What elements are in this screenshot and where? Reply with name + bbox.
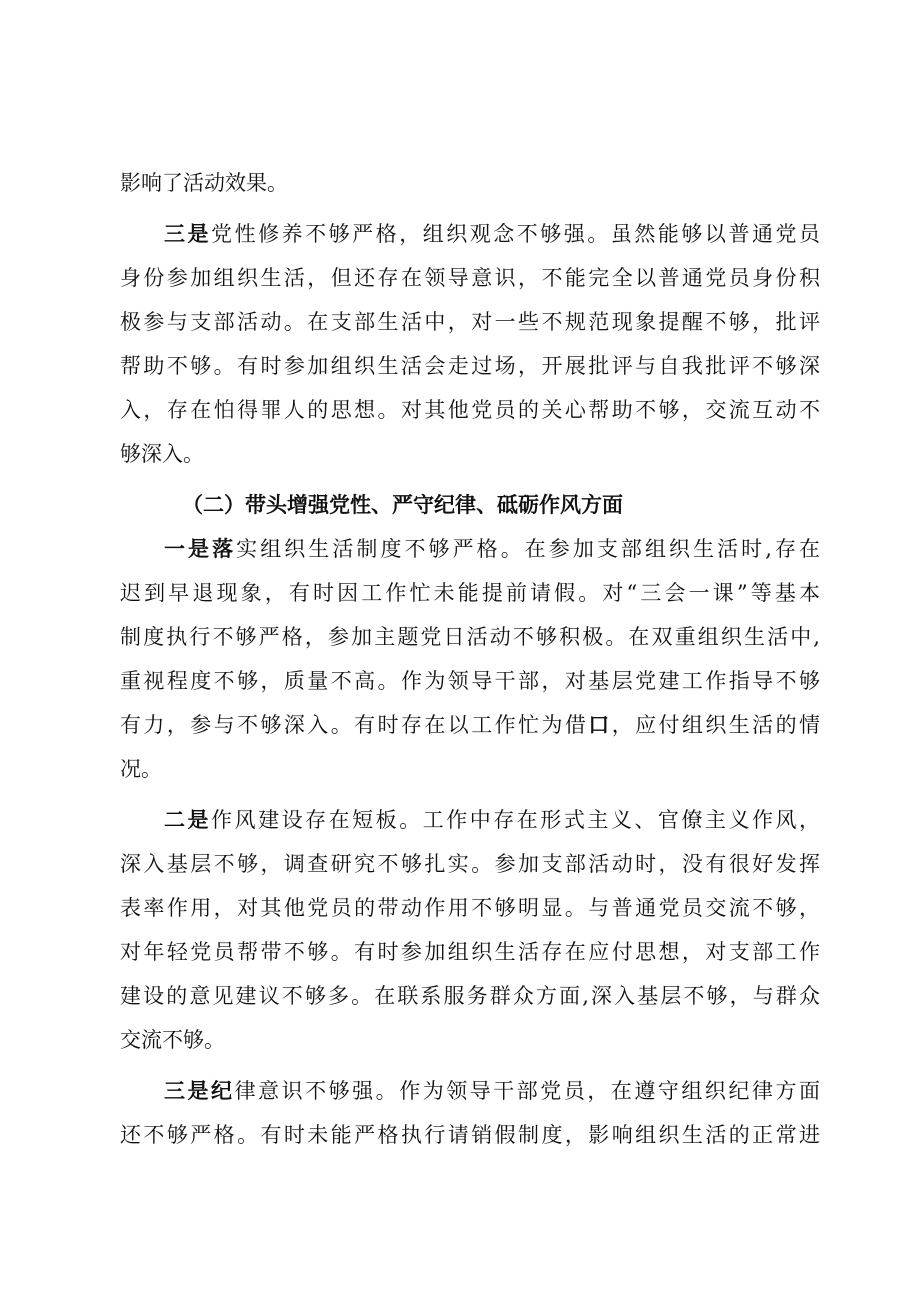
paragraph-lead: 一是落 — [164, 537, 237, 561]
text-segment: ，应付组织生活的情 — [611, 713, 821, 737]
paragraph-continuation — [120, 161, 820, 205]
bold-character: 口 — [588, 713, 612, 737]
text-line: 够深入。 — [120, 442, 204, 466]
text-line: 制度执行不够严格，参加主题党日活动不够积极。在双重组织生活中, — [120, 625, 820, 649]
document-body — [120, 161, 820, 1157]
text-line: 况。 — [120, 757, 162, 781]
text-line: 对年轻党员帮带不够。有时参加组织生活存在应付思想，对支部工作 — [120, 940, 820, 964]
text-segment: 有力，参与不够深入。有时存在以工作忙为借 — [120, 713, 589, 737]
text-line: 律意识不够强。作为领导干部党员，在遵守组织纪律方面 — [234, 1079, 821, 1103]
paragraph-first-line — [120, 212, 820, 256]
text-line: 实组织生活制度不够严格。在参加支部组织生活时,存在 — [236, 537, 820, 561]
paragraph-lead: 二是 — [164, 808, 212, 832]
text-line: 帮助不够。有时参加组织生活会走过场，开展批评与自我批评不够深 — [120, 354, 820, 378]
text-line: 党性修养不够严格，组织观念不够强。虽然能够以普通党员 — [211, 222, 821, 246]
paragraph-lead: 三是纪 — [164, 1079, 235, 1103]
paragraph-party-spirit — [120, 212, 820, 476]
paragraph-first-line — [120, 798, 820, 842]
section-heading: （二）带头增强党性、严守纪律、砥砺作风方面 — [182, 493, 623, 517]
text-line: 表率作用，对其他党员的带动作用不够明显。与普通党员交流不够， — [120, 896, 820, 920]
text-line: 影响了活动效果。 — [120, 171, 288, 195]
text-line: 交流不够。 — [120, 1028, 225, 1052]
paragraph-gap — [120, 1062, 820, 1069]
text-line: 还不够严格。有时未能严格执行请销假制度，影响组织生活的正常进 — [120, 1123, 820, 1147]
paragraph-gap — [120, 205, 820, 212]
paragraph-organization-life — [120, 527, 820, 791]
text-line: 身份参加组织生活，但还存在领导意识，不能完全以普通党员身份积 — [120, 266, 820, 290]
text-line: 建设的意见建议不够多。在联系服务群众方面,深入基层不够，与群众 — [120, 984, 820, 1008]
text-line: 深入基层不够，调查研究不够扎实。参加支部活动时，没有很好发挥 — [120, 852, 820, 876]
paragraph-first-line — [120, 1069, 820, 1113]
paragraph-discipline — [120, 1069, 820, 1157]
text-line: 入，存在怕得罪人的思想。对其他党员的关心帮助不够，交流互动不 — [120, 398, 820, 422]
paragraph-first-line — [120, 527, 820, 571]
paragraph-gap — [120, 791, 820, 798]
paragraph-work-style — [120, 798, 820, 1062]
text-line: 作风建设存在短板。工作中存在形式主义、官僚主义作风， — [211, 808, 821, 832]
paragraph-lead: 三是 — [164, 222, 212, 246]
paragraph-line-with-bold — [120, 703, 820, 747]
text-line: 迟到早退现象，有时因工作忙未能提前请假。对“三会一课”等基本 — [120, 581, 820, 605]
paragraph-gap — [120, 476, 820, 483]
text-line: 极参与支部活动。在支部生活中，对一些不规范现象提醒不够，批评 — [120, 310, 820, 334]
text-line: 重视程度不够，质量不高。作为领导干部，对基层党建工作指导不够 — [120, 669, 820, 693]
